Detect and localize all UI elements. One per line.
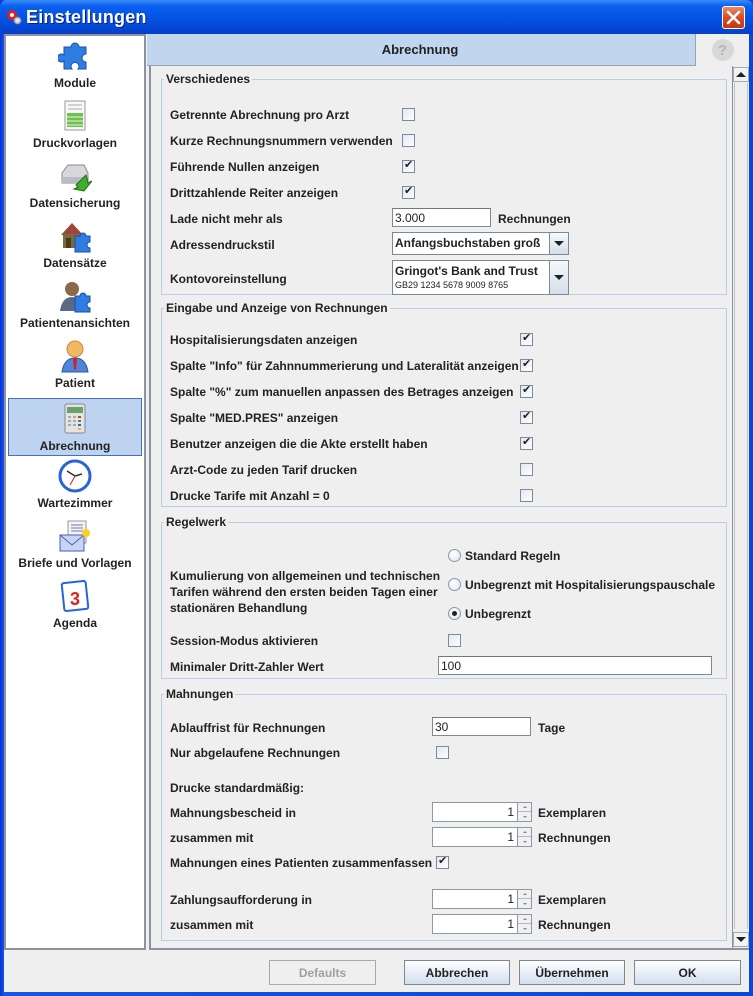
letter-icon	[58, 519, 92, 553]
group-regelwerk	[161, 515, 727, 679]
sidebar-item-label: Datensätze	[43, 256, 107, 270]
sidebar-item-wartezimmer[interactable]	[8, 456, 142, 514]
spinner-value[interactable]: 1	[432, 914, 517, 934]
kurze-checkbox[interactable]	[402, 134, 415, 147]
zusammen2-unit: Rechnungen	[538, 918, 611, 932]
spinner-down-icon[interactable]	[518, 837, 531, 846]
mahnungsbescheid-spinner[interactable]	[432, 802, 532, 822]
zusammen1-unit: Rechnungen	[538, 831, 611, 845]
sidebar-item-briefe[interactable]	[8, 516, 142, 574]
calendar-icon	[58, 579, 92, 613]
puzzle-icon	[58, 39, 92, 73]
drucke-label: Drucke standardmäßig:	[170, 781, 305, 795]
ablauffrist-unit: Tage	[538, 721, 566, 735]
sidebar-item-label: Druckvorlagen	[32, 136, 118, 150]
group-eingabe	[161, 301, 727, 507]
scroll-up-icon[interactable]	[733, 67, 749, 82]
sidebar-item-label: Datensicherung	[29, 196, 121, 210]
zusammenfassen-checkbox[interactable]	[436, 856, 449, 869]
sidebar-item-datensaetze[interactable]	[8, 216, 142, 274]
minimal-label: Minimaler Dritt-Zahler Wert	[170, 660, 324, 674]
eingabe-checkbox[interactable]	[520, 463, 533, 476]
sidebar-item-module[interactable]	[8, 36, 142, 94]
nullen-label: Führende Nullen anzeigen	[170, 160, 320, 174]
group-title: Eingabe und Anzeige von Rechnungen	[166, 301, 388, 315]
sidebar-item-label: Agenda	[52, 616, 97, 630]
spinner-value[interactable]: 1	[432, 827, 517, 847]
zusammen2-spinner[interactable]	[432, 914, 532, 934]
spinner-down-icon[interactable]	[518, 899, 531, 908]
radio-label: Unbegrenzt	[465, 607, 531, 621]
ok-button[interactable]: OK	[634, 960, 741, 985]
eingabe-label: Spalte "MED.PRES" anzeigen	[170, 411, 339, 425]
kurze-label: Kurze Rechnungsnummern verwenden	[170, 134, 393, 148]
eingabe-checkbox[interactable]	[520, 437, 533, 450]
radio-standard-regeln[interactable]	[448, 549, 461, 562]
eingabe-label: Spalte "%" zum manuellen anpassen des Betrages anzeigen	[170, 385, 514, 399]
nur-abgelaufene-label: Nur abgelaufene Rechnungen	[170, 746, 341, 760]
vertical-scrollbar[interactable]	[732, 66, 749, 948]
group-title: Mahnungen	[166, 687, 234, 701]
settings-scroll-pane	[149, 66, 749, 950]
person-icon	[58, 339, 92, 373]
group-title: Regelwerk	[166, 515, 227, 529]
mahnungsbescheid-unit: Exemplaren	[538, 806, 607, 820]
drittzahlende-label: Drittzahlende Reiter anzeigen	[170, 186, 339, 200]
sidebar-item-abrechnung[interactable]	[8, 398, 142, 456]
mahnungsbescheid-label: Mahnungsbescheid in	[170, 806, 297, 820]
zahlungsaufforderung-label: Zahlungsaufforderung in	[170, 893, 312, 907]
zusammen1-label: zusammen mit	[170, 831, 254, 845]
zusammen2-label: zusammen mit	[170, 918, 254, 932]
sidebar	[4, 34, 146, 950]
zahlungsaufforderung-spinner[interactable]	[432, 889, 532, 909]
spinner-value[interactable]: 1	[432, 802, 517, 822]
sidebar-item-label: Abrechnung	[39, 439, 111, 453]
spinner-down-icon[interactable]	[518, 812, 531, 821]
clock-icon	[58, 459, 92, 493]
ablauffrist-input[interactable]: 30	[432, 717, 531, 736]
sidebar-item-label: Briefe und Vorlagen	[18, 556, 132, 570]
close-button[interactable]	[722, 6, 745, 29]
radio-label: Unbegrenzt mit Hospitalisierungspauschale	[465, 578, 716, 592]
konto-iban: GB29 1234 5678 9009 8765	[395, 280, 509, 290]
konto-value: Gringot's Bank and Trust	[395, 264, 538, 278]
eingabe-checkbox[interactable]	[520, 385, 533, 398]
group-mahnungen	[161, 687, 727, 941]
konto-label: Kontovoreinstellung	[170, 272, 287, 286]
sidebar-item-label: Wartezimmer	[37, 496, 113, 510]
window-title: Einstellungen	[26, 7, 147, 27]
scroll-down-icon[interactable]	[733, 932, 749, 947]
kumulierung-label-line3: stationären Behandlung	[170, 601, 308, 615]
cancel-button[interactable]: Abbrechen	[404, 960, 510, 985]
nur-abgelaufene-checkbox[interactable]	[436, 746, 449, 759]
lade-label: Lade nicht mehr als	[170, 212, 283, 226]
eingabe-label: Hospitalisierungsdaten anzeigen	[170, 333, 358, 347]
drittzahlende-checkbox[interactable]	[402, 186, 415, 199]
calculator-icon	[58, 402, 92, 436]
spinner-up-icon[interactable]	[518, 890, 531, 899]
eingabe-label: Benutzer anzeigen die die Akte erstellt haben	[170, 437, 428, 451]
scrollbar-thumb[interactable]	[734, 83, 748, 929]
page-header	[147, 34, 749, 66]
close-icon	[726, 10, 741, 25]
radio-label: Standard Regeln	[465, 549, 561, 563]
svg-text:3: 3	[69, 589, 81, 609]
sidebar-item-label: Patient	[54, 376, 95, 390]
minimal-input[interactable]: 100	[438, 656, 712, 675]
adressdruckstil-label: Adressendruckstil	[170, 238, 275, 252]
konto-select[interactable]	[392, 260, 569, 295]
apply-button[interactable]: Übernehmen	[519, 960, 625, 985]
help-button[interactable]	[695, 34, 749, 66]
eingabe-checkbox[interactable]	[520, 411, 533, 424]
print-template-icon	[58, 99, 92, 133]
adressdruckstil-value: Anfangsbuchstaben groß	[395, 236, 541, 250]
spinner-up-icon[interactable]	[518, 915, 531, 924]
sidebar-item-label: Patientenansichten	[19, 316, 131, 330]
eingabe-label: Spalte "Info" für Zahnnummerierung und Lateralität anzeigen	[170, 359, 519, 373]
backup-drive-icon	[58, 159, 92, 193]
eingabe-label: Arzt-Code zu jeden Tarif drucken	[170, 463, 358, 477]
chevron-down-icon[interactable]	[549, 261, 568, 294]
zusammen1-spinner[interactable]	[432, 827, 532, 847]
sidebar-item-datensicherung[interactable]	[8, 156, 142, 214]
person-puzzle-icon	[58, 279, 92, 313]
eingabe-checkbox[interactable]	[520, 333, 533, 346]
defaults-button[interactable]: Defaults	[269, 960, 376, 985]
sidebar-item-patient[interactable]	[8, 336, 142, 394]
sidebar-item-agenda[interactable]	[8, 576, 142, 634]
spinner-down-icon[interactable]	[518, 924, 531, 933]
spinner-up-icon[interactable]	[518, 803, 531, 812]
radio-unbegrenzt[interactable]	[448, 607, 461, 620]
group-title: Verschiedenes	[166, 72, 251, 86]
lade-unit: Rechnungen	[498, 212, 571, 226]
spinner-up-icon[interactable]	[518, 828, 531, 837]
kumulierung-label-line2: Tarifen während den ersten beiden Tagen einer	[170, 585, 438, 599]
dialog-content	[4, 34, 749, 992]
ablauffrist-label: Ablauffrist für Rechnungen	[170, 721, 326, 735]
spinner-value[interactable]: 1	[432, 889, 517, 909]
gear-cogs-icon	[6, 9, 22, 25]
getrennte-label: Getrennte Abrechnung pro Arzt	[170, 108, 350, 122]
zusammenfassen-label: Mahnungen eines Patienten zusammenfassen	[170, 856, 433, 870]
sidebar-item-druckvorlagen[interactable]	[8, 96, 142, 154]
session-checkbox[interactable]	[448, 634, 461, 647]
page-title: Abrechnung	[381, 42, 459, 57]
eingabe-checkbox[interactable]	[520, 489, 533, 502]
nullen-checkbox[interactable]	[402, 160, 415, 173]
eingabe-label: Drucke Tarife mit Anzahl = 0	[170, 489, 330, 503]
group-verschiedenes	[161, 72, 727, 295]
eingabe-checkbox[interactable]	[520, 359, 533, 372]
session-label: Session-Modus aktivieren	[170, 634, 319, 648]
help-icon: ?	[712, 39, 734, 61]
house-puzzle-icon	[58, 219, 92, 253]
chevron-down-icon[interactable]	[549, 233, 568, 254]
adressdruckstil-select[interactable]	[392, 232, 569, 255]
lade-input[interactable]: 3.000	[392, 208, 491, 227]
zahlungsaufforderung-unit: Exemplaren	[538, 893, 607, 907]
kumulierung-label-line1: Kumulierung von allgemeinen und technischen	[170, 569, 441, 583]
radio-unbegrenzt-pauschale[interactable]	[448, 578, 461, 591]
getrennte-checkbox[interactable]	[402, 108, 415, 121]
sidebar-item-patientenansichten[interactable]	[8, 276, 142, 334]
sidebar-item-label: Module	[54, 76, 96, 90]
title-bar[interactable]	[0, 0, 753, 34]
